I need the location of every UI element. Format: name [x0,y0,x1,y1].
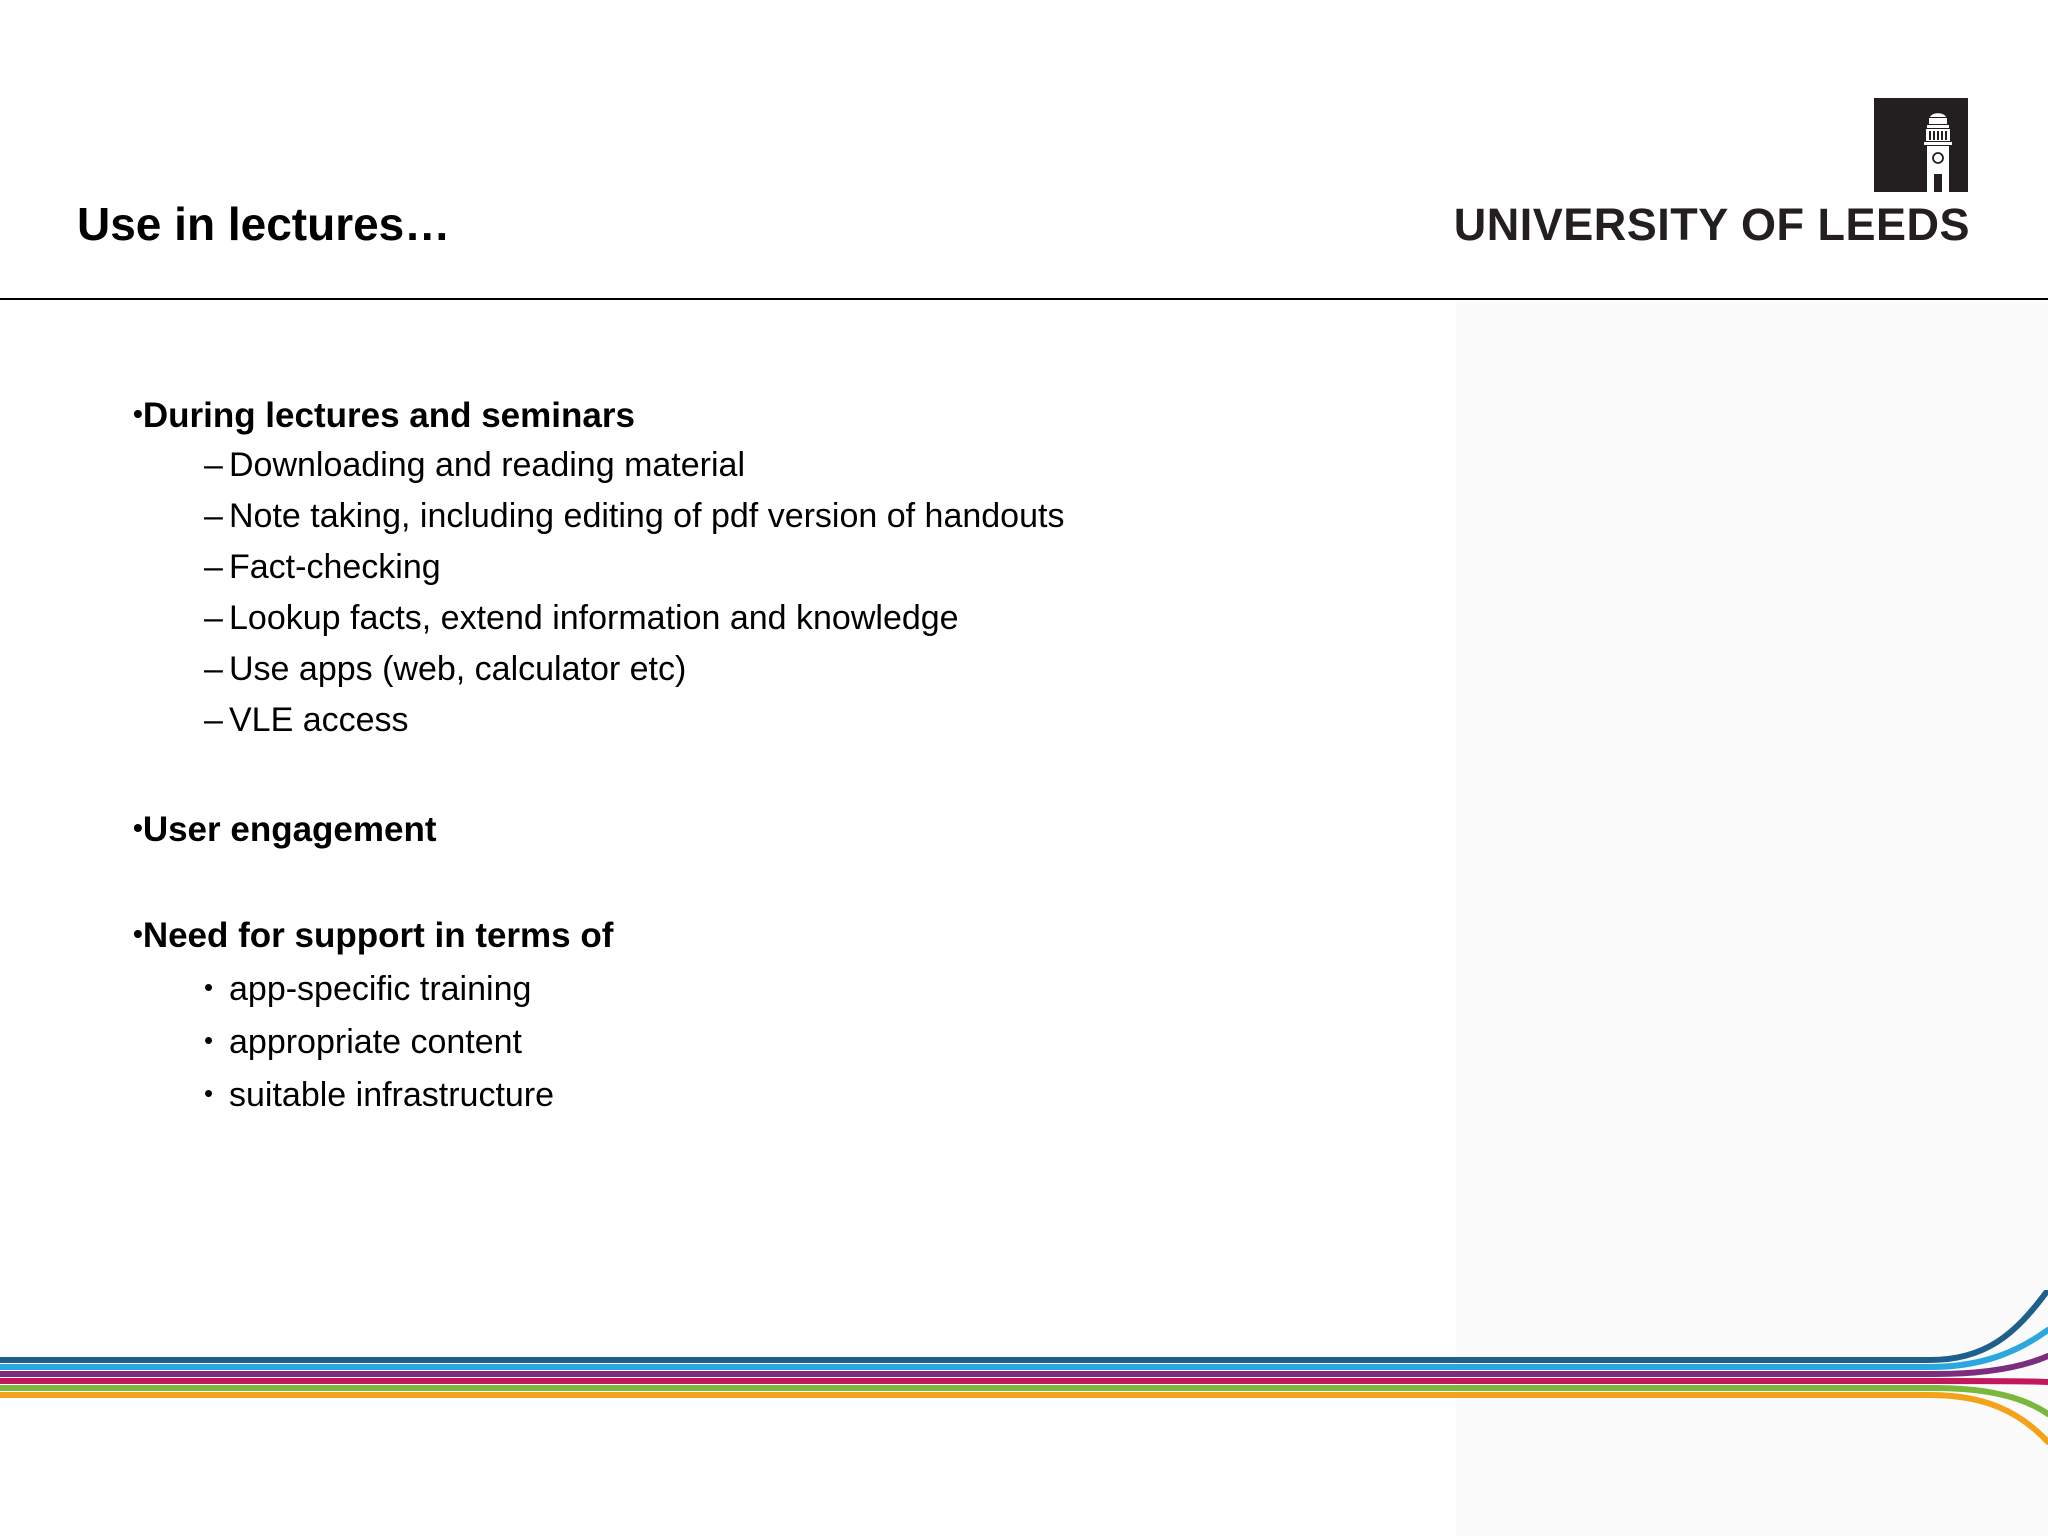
bullet-marker: • [133,398,143,429]
bullet-marker: • [204,1025,214,1055]
university-logo [1450,96,1970,256]
stripe-orange [0,1395,2048,1442]
sub-bullet-text: Fact-checking [229,548,441,586]
sub-bullet-text: appropriate content [229,1023,522,1061]
stripe-green [0,1388,2048,1414]
sub-bullet-item [204,494,1064,538]
bullet-text: During lectures and seminars [142,396,635,435]
sub-bullet-item [204,1071,554,1117]
page-title: Use in lectures… [77,198,451,250]
sub-bullet-item [204,443,745,487]
bullet-marker: • [133,918,143,949]
dash-marker: – [204,599,223,637]
dash-marker: – [204,548,223,586]
sub-bullet-text: app-specific training [229,970,532,1008]
bullet-item [133,912,613,958]
dash-marker: – [204,446,223,484]
header-divider [0,298,2048,300]
sub-bullet-item [204,596,959,640]
sub-bullet-text: Note taking, including editing of pdf version of handouts [229,497,1065,535]
stripe-blue [0,1290,2048,1360]
sub-bullet-item [204,647,686,691]
bullet-marker: • [204,972,214,1002]
parkinson-tower-icon [1874,98,1968,192]
bullet-text: User engagement [142,810,437,849]
logo-text: UNIVERSITY OF LEEDS [1453,199,1970,250]
decorative-stripes [0,1290,2048,1490]
sub-bullet-text: suitable infrastructure [229,1076,555,1114]
bullet-item [133,806,437,852]
sub-bullet-text: Use apps (web, calculator etc) [229,650,687,688]
dash-marker: – [204,701,223,739]
bullet-marker: • [133,812,143,843]
bullet-text: Need for support in terms of [142,916,614,955]
sub-bullet-item [204,1018,522,1064]
dash-marker: – [204,497,223,535]
bullet-item [133,392,635,438]
sub-bullet-text: Downloading and reading material [229,446,745,484]
sub-bullet-item [204,545,441,589]
sub-bullet-text: VLE access [229,701,409,739]
sub-bullet-item [204,698,409,742]
stripe-magenta [0,1381,2048,1382]
sub-bullet-item [204,965,531,1011]
dash-marker: – [204,650,223,688]
sub-bullet-text: Lookup facts, extend information and knowledge [229,599,959,637]
bullet-marker: • [204,1078,214,1108]
